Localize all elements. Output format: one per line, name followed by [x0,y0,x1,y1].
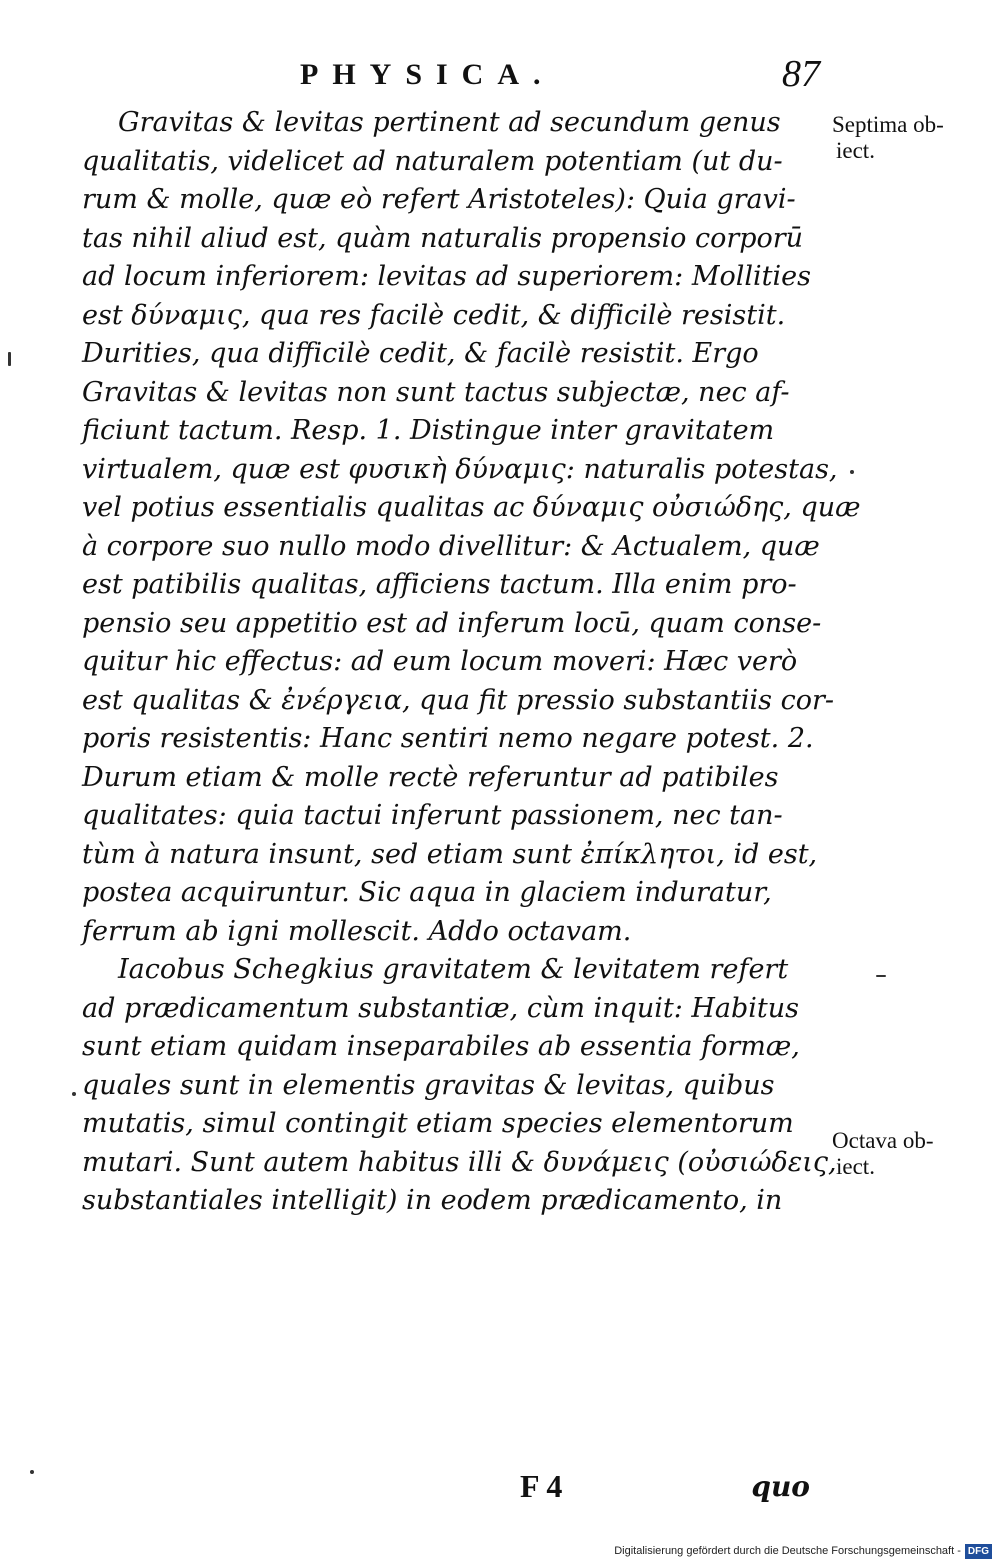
sidenote-octava [832,1128,998,1180]
text-line: quales sunt in elementis gravitas & levitas, quibus [82,1069,775,1101]
sidenote-line: Septima ob- [832,112,944,137]
sidenote-line: iect. [836,1154,875,1179]
text-line: ad locum inferiorem: levitas ad superiorem: Mollities [82,261,811,292]
ink-speck [72,1092,76,1096]
signature-mark: F 4 [520,1468,563,1504]
sidenote-septima [832,112,998,164]
text-line: quitur hic effectus: ad eum locum moveri: Hæc verò [82,646,798,677]
text-line: Durum etiam & molle rectè referuntur ad patibiles [82,761,779,793]
text-line: Gravitas & levitas non sunt tactus subjectæ, nec af- [82,376,790,408]
text-line: rum & molle, quæ eò refert Aristoteles): Quia gravi- [82,184,796,215]
text-line: est δύναμις, qua res facilè cedit, & difficilè resistit. [82,299,786,331]
text-line: ficiunt tactum. Resp. 1. Distingue inter gravitatem [82,415,775,446]
page-header [300,52,820,102]
text-line: mutari. Sunt autem habitus illi & δυνάμεις (οὐσιώδεις, [82,1146,837,1178]
text-line: substantiales intelligit) in eodem prædicamento, in [82,1185,783,1216]
ink-speck [30,1470,34,1474]
ink-speck [876,975,886,977]
text-line: postea acquiruntur. Sic aqua in glaciem induratur, [82,877,772,908]
digitization-credit: Digitalisierung gefördert durch die Deutsche Forschungsgemeinschaft - [614,1545,961,1557]
page-footer-marks [470,1468,810,1512]
text-line: pensio seu appetitio est ad inferum locū, quam conse- [82,607,822,639]
sidenote-line: iect. [836,138,875,163]
text-line: poris resistentis: Hanc sentiri nemo negare potest. 2. [82,723,814,754]
text-line: sunt etiam quidam inseparabiles ab essentia formæ, [82,1031,800,1062]
text-line: qualitatis, videlicet ad naturalem potentiam (ut du- [82,145,783,177]
text-line: tas nihil aliud est, quàm naturalis propensio corporū [82,222,804,254]
text-line: ferrum ab igni mollescit. Addo octavam. [82,915,632,947]
text-line: qualitates: quia tactui inferunt passionem, nec tan- [82,800,783,831]
page-number: 87 [782,53,820,95]
text-line: Iacobus Schegkius gravitatem & levitatem refert [118,954,789,985]
text-line: mutatis, simul contingit etiam species elementorum [82,1108,794,1139]
catchword: quo [751,1470,810,1503]
text-line: à corpore suo nullo modo divellitur: & Actualem, quæ [82,530,820,562]
text-line: ad prædicamentum substantiæ, cùm inquit: Habitus [82,992,800,1024]
text-line: Durities, qua difficilè cedit, & facilè resistit. Ergo [82,338,759,369]
digitization-footer [614,1542,992,1560]
text-line: Gravitas & levitas pertinent ad secundum genus [118,107,781,138]
text-line: virtualem, quæ est φυσικὴ δύναμις: naturalis potestas, [82,453,838,485]
dfg-logo: DFG [965,1544,992,1559]
text-line: est qualitas & ἐνέργεια, qua fit pressio substantiis cor- [82,684,835,716]
text-line: vel potius essentialis qualitas ac δύναμις οὐσιώδης, quæ [82,492,861,523]
ink-speck [8,352,11,366]
text-line: tùm à natura insunt, sed etiam sunt ἐπίκλητοι, id est, [82,838,818,870]
text-line: est patibilis qualitas, afficiens tactum. Illa enim pro- [82,569,797,600]
running-title: PHYSICA. [300,58,555,91]
ink-speck [850,470,854,474]
sidenote-line: Octava ob- [832,1128,934,1153]
